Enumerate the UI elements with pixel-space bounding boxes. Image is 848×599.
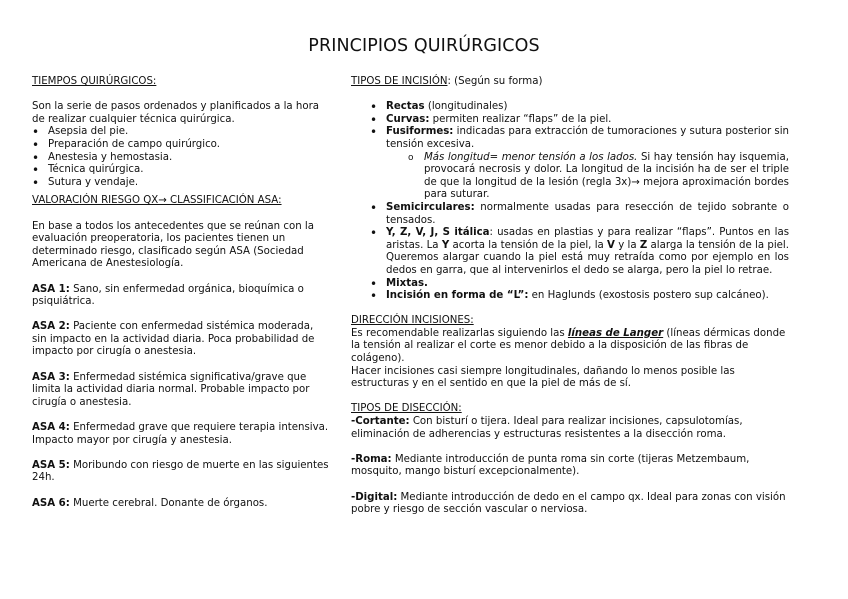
list-item: • Anestesia y hemostasia. (32, 152, 330, 165)
right-column (351, 76, 789, 517)
asa-2 (32, 321, 330, 359)
asa-text: Sano, sin enfermedad orgánica, bioquímica o psiquiátrica. (32, 283, 304, 308)
list-item: • Sutura y vendaje. (32, 177, 330, 190)
asa-6 (32, 498, 330, 511)
item-text: Si hay tensión hay isquemia, provocará necrosis y dolor. La longitud de la incisión ha de ser el triple de que la longitud de la lesión (regla 3x)→ mejora aproximación bordes para suturar. (424, 151, 789, 201)
asa-text: Paciente con enfermedad sistémica moderada, sin impacto en la actividad diaria. Poca probabilidad de impacto por cirugía o anestesia. (32, 321, 315, 358)
asa-3 (32, 372, 330, 410)
left-column (32, 76, 330, 510)
asa-text: Moribundo con riesgo de muerte en las siguientes 24h. (32, 459, 329, 484)
item-label: -Digital: (351, 491, 398, 503)
asa-text: Muerte cerebral. Donante de órganos. (69, 497, 268, 509)
asa-text: Enfermedad sistémica significativa/grave que limita la actividad diaria normal. Probable impacto por cirugía o anestesia. (32, 371, 310, 408)
list-item: • Preparación de campo quirúrgico. (32, 139, 330, 152)
list-item: • Asepsia del pie. (32, 126, 330, 139)
list-item (351, 101, 789, 114)
page-title: PRINCIPIOS QUIRÚRGICOS (308, 36, 540, 56)
item-text: permiten realizar “flaps” de la piel. (429, 113, 612, 125)
valoracion-heading: VALORACIÓN RIESGO QX→ CLASSIFICACIÓN ASA: (32, 195, 282, 207)
tiempos-list (32, 126, 330, 189)
asa-label: ASA 6: (32, 497, 70, 509)
item-label: Fusiformes: (386, 126, 454, 138)
list-item (351, 152, 789, 202)
diseccion-roma (351, 454, 789, 479)
letter-z: Z (639, 239, 648, 251)
tiempos-heading: TIEMPOS QUIRÚRGICOS: (32, 76, 157, 87)
list-item (351, 114, 789, 127)
item-text: en Haglunds (exostosis postero sup calcáneo). (528, 290, 769, 302)
item-text: (longitudinales) (424, 101, 508, 113)
direccion-text (351, 328, 789, 366)
item-text: Mediante introducción de punta roma sin corte (tijeras Metzembaum, mosquito, mango bisturí excepcionalmente). (351, 453, 750, 478)
list-item (351, 227, 789, 277)
list-item (351, 278, 789, 291)
item-label: Mixtas. (386, 277, 428, 289)
item-label: Y, Z, V, J, S itálica (386, 227, 490, 239)
asa-label: ASA 3: (32, 371, 70, 383)
item-text: normalmente usadas para resección de tejido sobrante o tensados. (386, 201, 789, 226)
tipos-incision-heading (351, 76, 789, 89)
item-text: acorta la tensión de la piel, la (449, 239, 608, 251)
asa-1 (32, 284, 330, 309)
item-label: Rectas (386, 101, 425, 113)
asa-label: ASA 4: (32, 422, 70, 434)
asa-label: ASA 1: (32, 283, 70, 295)
heading-suffix: : (Según su forma) (447, 76, 543, 87)
direccion-heading: DIRECCIÓN INCISIONES: (351, 315, 474, 327)
heading-underlined: TIPOS DE INCISIÓN (351, 76, 448, 87)
item-label: -Roma: (351, 453, 392, 465)
direccion-text-2: Hacer incisiones casi siempre longitudinales, dañando lo menos posible las estructuras y en el sentido en que la piel de más de sí. (351, 365, 735, 390)
asa-4 (32, 422, 330, 447)
item-text: : usadas en plastias y para realizar “flaps”. Puntos en las aristas. La (386, 227, 789, 251)
asa-label: ASA 2: (32, 321, 70, 333)
letter-y: Y (441, 239, 450, 251)
list-item: • Técnica quirúrgica. (32, 164, 330, 177)
langer-term: líneas de Langer (567, 327, 664, 339)
diseccion-heading: TIPOS DE DISECCIÓN: (351, 403, 462, 415)
list-item (351, 202, 789, 227)
item-text: Mediante introducción de dedo en el campo qx. Ideal para zonas con visión pobre y riesgo de sección vascular o nerviosa. (351, 491, 786, 516)
item-text: y la (614, 239, 640, 251)
asa-text: Enfermedad grave que requiere terapia intensiva. Impacto mayor por cirugía y anestesia. (32, 422, 329, 446)
asa-label: ASA 5: (32, 459, 70, 471)
diseccion-digital (351, 492, 789, 517)
item-text: indicadas para extracción de tumoraciones y sutura posterior sin tensión excesiva. (386, 126, 789, 150)
diseccion-cortante (351, 416, 789, 441)
item-text: Con bisturí o tijera. Ideal para realizar incisiones, capsulotomías, eliminación de adherencias y estructuras resistentes a la disección roma. (351, 416, 743, 440)
item-label: Incisión en forma de “L”: (386, 290, 529, 302)
list-item (351, 126, 789, 151)
letter-v: V (607, 239, 615, 251)
incision-list-cont (351, 202, 789, 303)
item-label: Curvas: (386, 113, 430, 125)
incision-sublist (351, 152, 789, 202)
asa-5 (32, 460, 330, 485)
tiempos-intro: Son la serie de pasos ordenados y planificados a la hora de realizar cualquier técnica quirúrgica. (32, 101, 320, 125)
list-item (351, 290, 789, 303)
incision-list (351, 101, 789, 151)
item-label: Semicirculares: (386, 201, 475, 213)
text: Es recomendable realizarlas siguiendo las (351, 327, 568, 339)
item-label: -Cortante: (351, 416, 410, 428)
valoracion-intro: En base a todos los antecedentes que se reúnan con la evaluación preoperatoria, los pacientes tienen un determinado riesgo, clasificado según ASA (Sociedad Americana de Anestesiología. (32, 220, 314, 270)
item-italic: Más longitud= menor tensión a los lados. (424, 151, 638, 163)
item-text: alarga la tensión de la piel. Queremos alargar cuando la piel está muy retraída como por ejemplo en los dedos en garra, que al intervenirlos el dedo se alarga, pero la piel lo retrae. (386, 239, 790, 276)
text: (líneas dérmicas donde la tensión al realizar el corte es menor debido a la disposición de las fibras de colágeno). (351, 327, 786, 365)
